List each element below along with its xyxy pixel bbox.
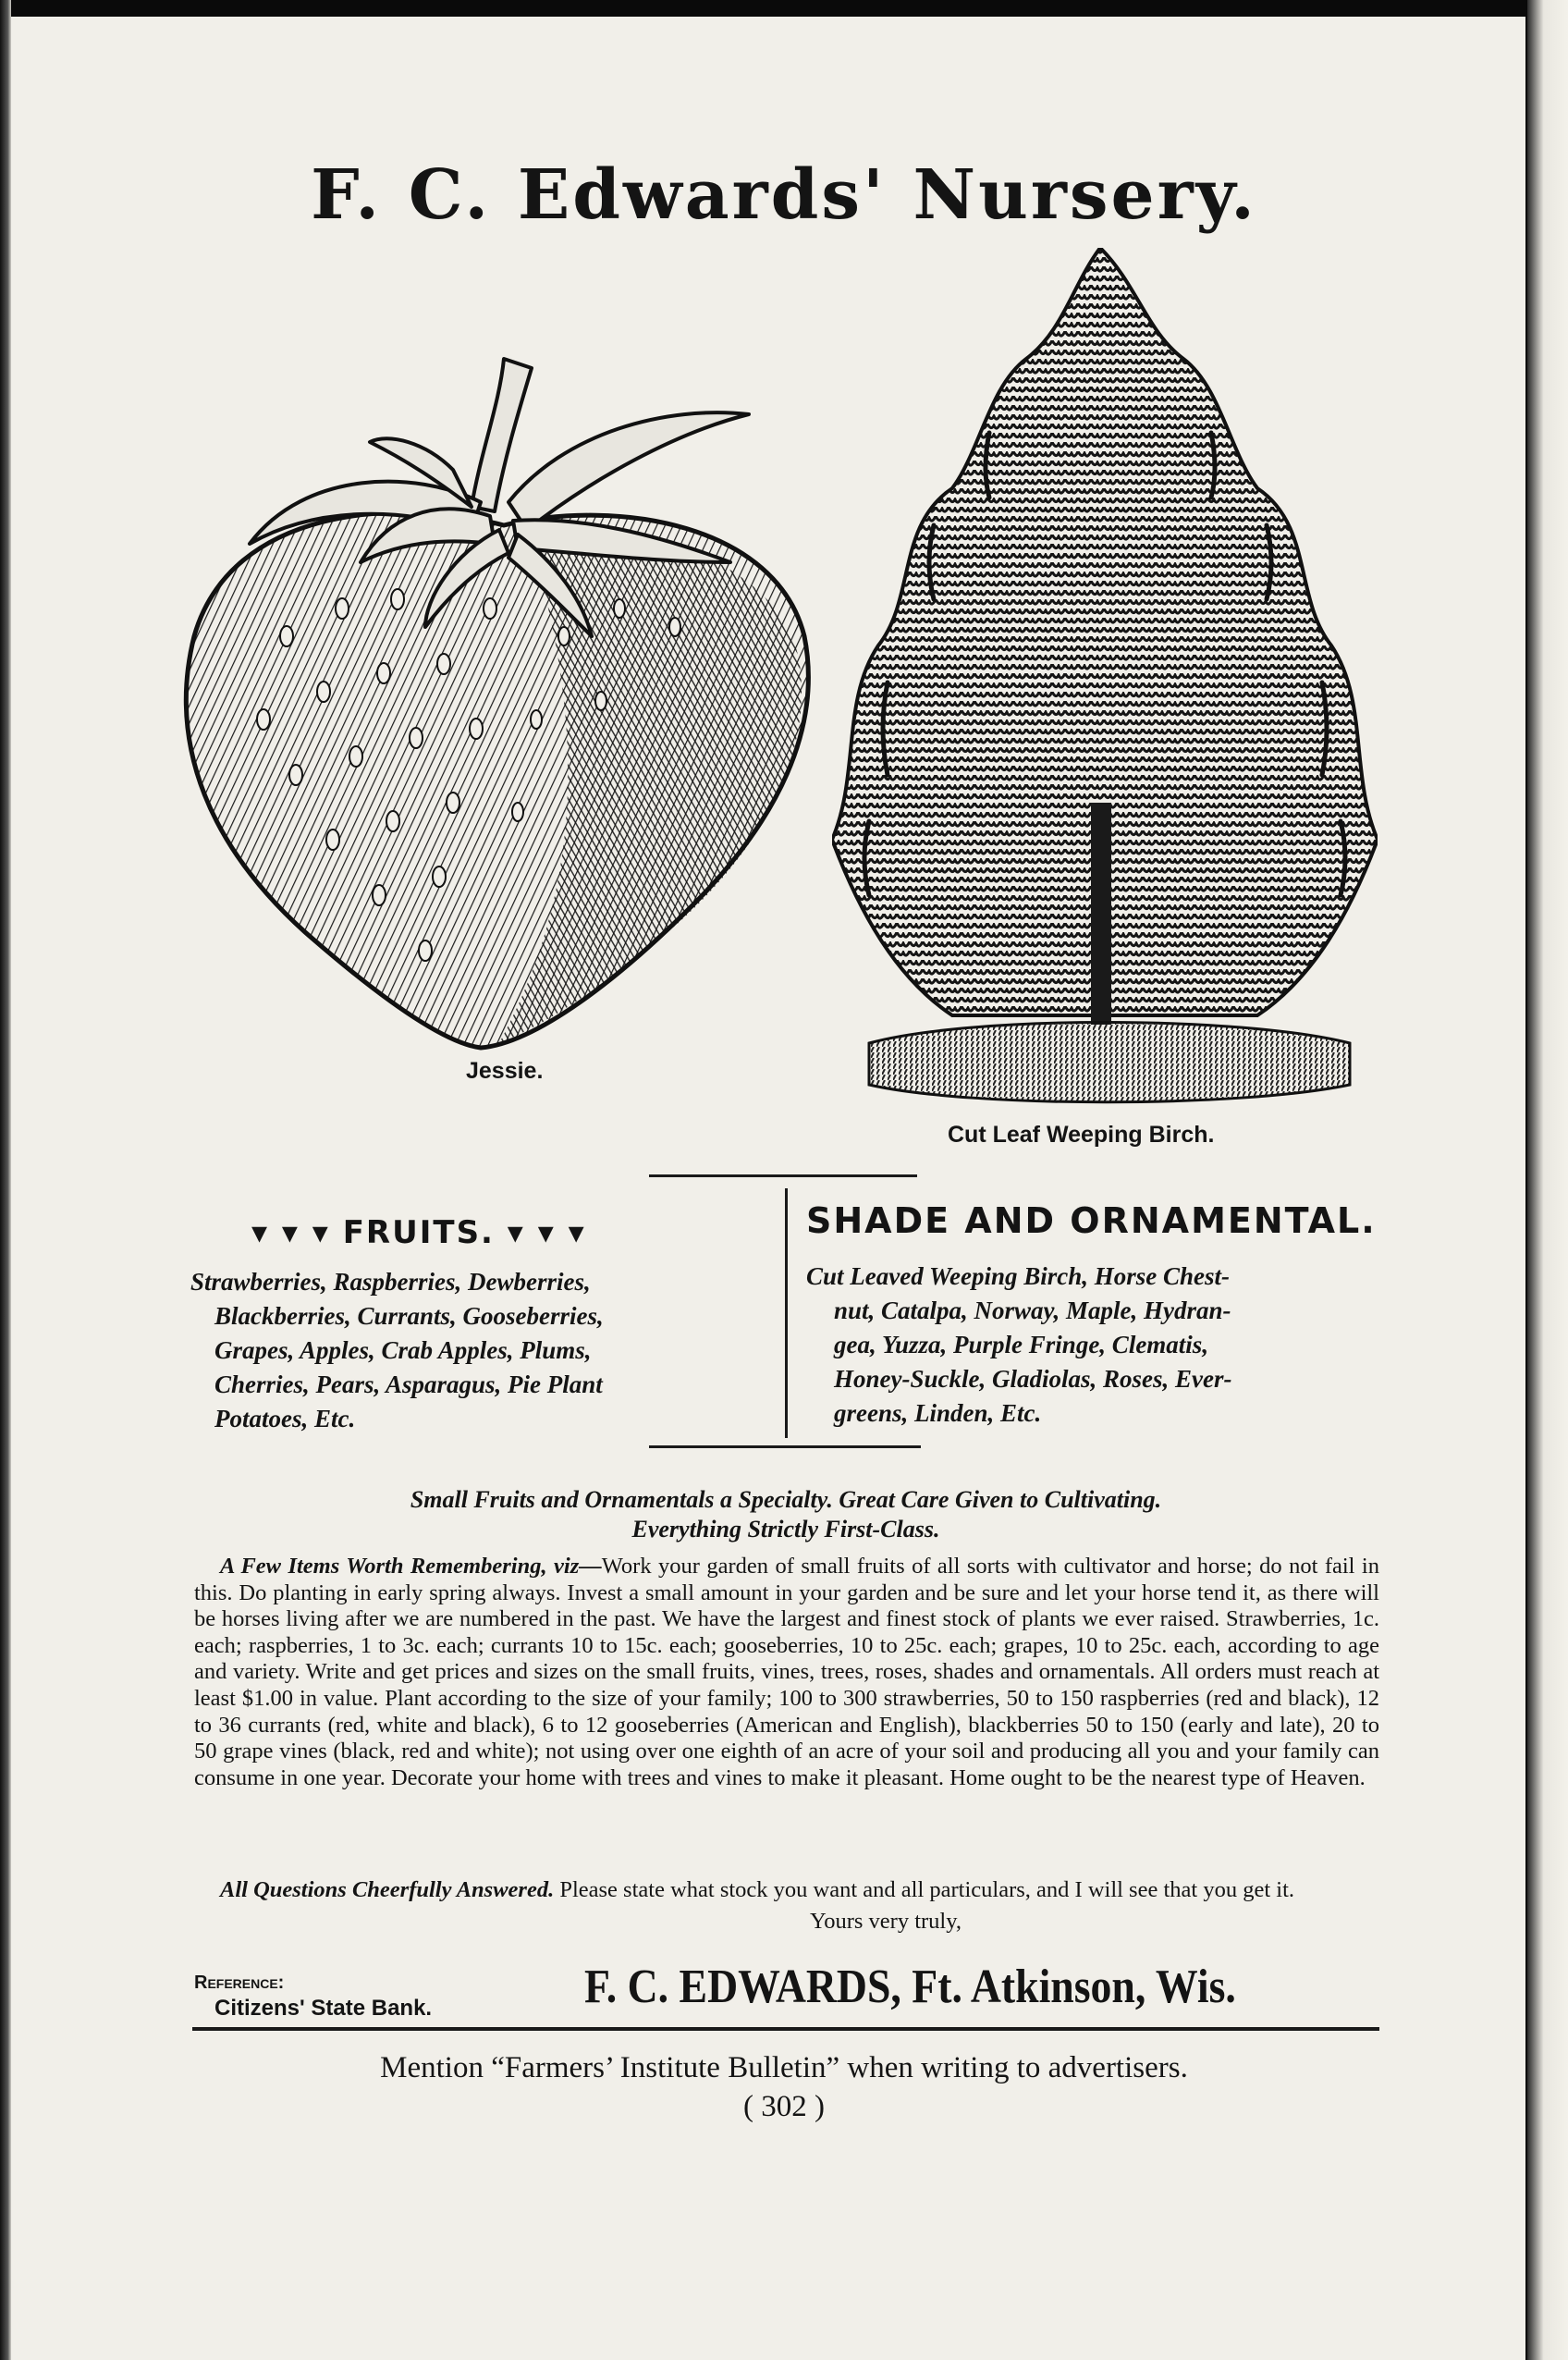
questions-paragraph [194,1877,1379,1904]
page-left-shadow [0,0,11,2360]
items-paragraph [194,1554,1379,1791]
fruits-line: Grapes, Apples, Crab Apples, Plums, [214,1336,592,1364]
shade-line: Cut Leaved Weeping Birch, Horse Chest- [806,1262,1230,1290]
top-rule [649,1174,917,1177]
questions-lead: All Questions Cheerfully Answered. [220,1877,555,1902]
reference-bank: Citizens' State Bank. [214,1996,433,2021]
strawberry-caption: Jessie. [466,1058,544,1084]
fruits-heading: ▾ ▾ ▾ FRUITS. ▾ ▾ ▾ [251,1214,586,1251]
fruits-line: Cherries, Pears, Asparagus, Pie Plant [214,1371,603,1398]
shade-line: greens, Linden, Etc. [834,1399,1042,1427]
shade-list [806,1260,1398,1431]
specialty-line: Small Fruits and Ornamentals a Specialty. Great Care Given to Cultivating. [410,1486,1162,1513]
items-lead: A Few Items Worth Remembering, viz— [220,1554,602,1579]
tree-caption: Cut Leaf Weeping Birch. [948,1122,1215,1148]
signature: F. C. EDWARDS, Ft. Atkinson, Wis. [584,1961,1236,2013]
column-divider [785,1188,788,1438]
reference-label: Reference: [194,1973,285,1993]
closing-salutation: Yours very truly, [810,1909,962,1934]
first-class-line: Everything Strictly First-Class. [631,1516,940,1543]
fruits-line: Blackberries, Currants, Gooseberries, [214,1302,604,1330]
shade-line: nut, Catalpa, Norway, Maple, Hydran- [834,1297,1231,1324]
shade-heading: SHADE AND ORNAMENTAL. [806,1200,1377,1241]
next-page-edge [1527,0,1568,2360]
bottom-rule [649,1445,921,1448]
page-title: F. C. Edwards' Nursery. [311,155,1257,235]
mention-line: Mention “Farmers’ Institute Bulletin” when writing to advertisers. [380,2051,1188,2084]
shade-line: gea, Yuzza, Purple Fringe, Clematis, [834,1331,1209,1358]
questions-text: Please state what stock you want and all particulars, and I will see that you get it. [559,1877,1294,1902]
items-text: Work your garden of small fruits of all sorts with cultivator and horse; do not fail in this. Do planting in early spring always. Invest a small amount in your garden and be sure and let your horse tend it, as there will be horses living after we are numbered in the past. We have the largest and finest stock of plants we ever raised. Strawberries, 1c. each; raspberries, 1 to 3c. each; currants 10 to 15c. each; gooseberries, 10 to 25c. each; grapes, 10 to 25c. each, according to age and variety. Write and get prices and sizes on the small fruits, vines, trees, roses, shades and ornamentals. All orders must reach at least $1.00 in value. Plant according to the size of your family; 100 to 300 strawberries, 50 to 150 raspberries (red and black), 12 to 36 currants (red, white and black), 6 to 12 gooseberries (American and English), blackberries 50 to 150 (early and late), 20 to 50 grape vines (black, red and white); not using over one eighth of an acre of your soil and producing all you and your family can consume in one year. Decorate your home with trees and vines to make it pleasant. Home ought to be the nearest type of Heaven. [194,1554,1379,1790]
weeping-birch-illustration [832,248,1378,1117]
footer-rule [192,2027,1379,2031]
shade-line: Honey-Suckle, Gladiolas, Roses, Ever- [834,1365,1232,1393]
fruits-list [190,1265,773,1436]
page-number: ( 302 ) [743,2090,825,2123]
strawberry-illustration [176,331,832,1062]
fruits-line: Strawberries, Raspberries, Dewberries, [190,1268,591,1296]
fruits-line: Potatoes, Etc. [214,1405,356,1432]
